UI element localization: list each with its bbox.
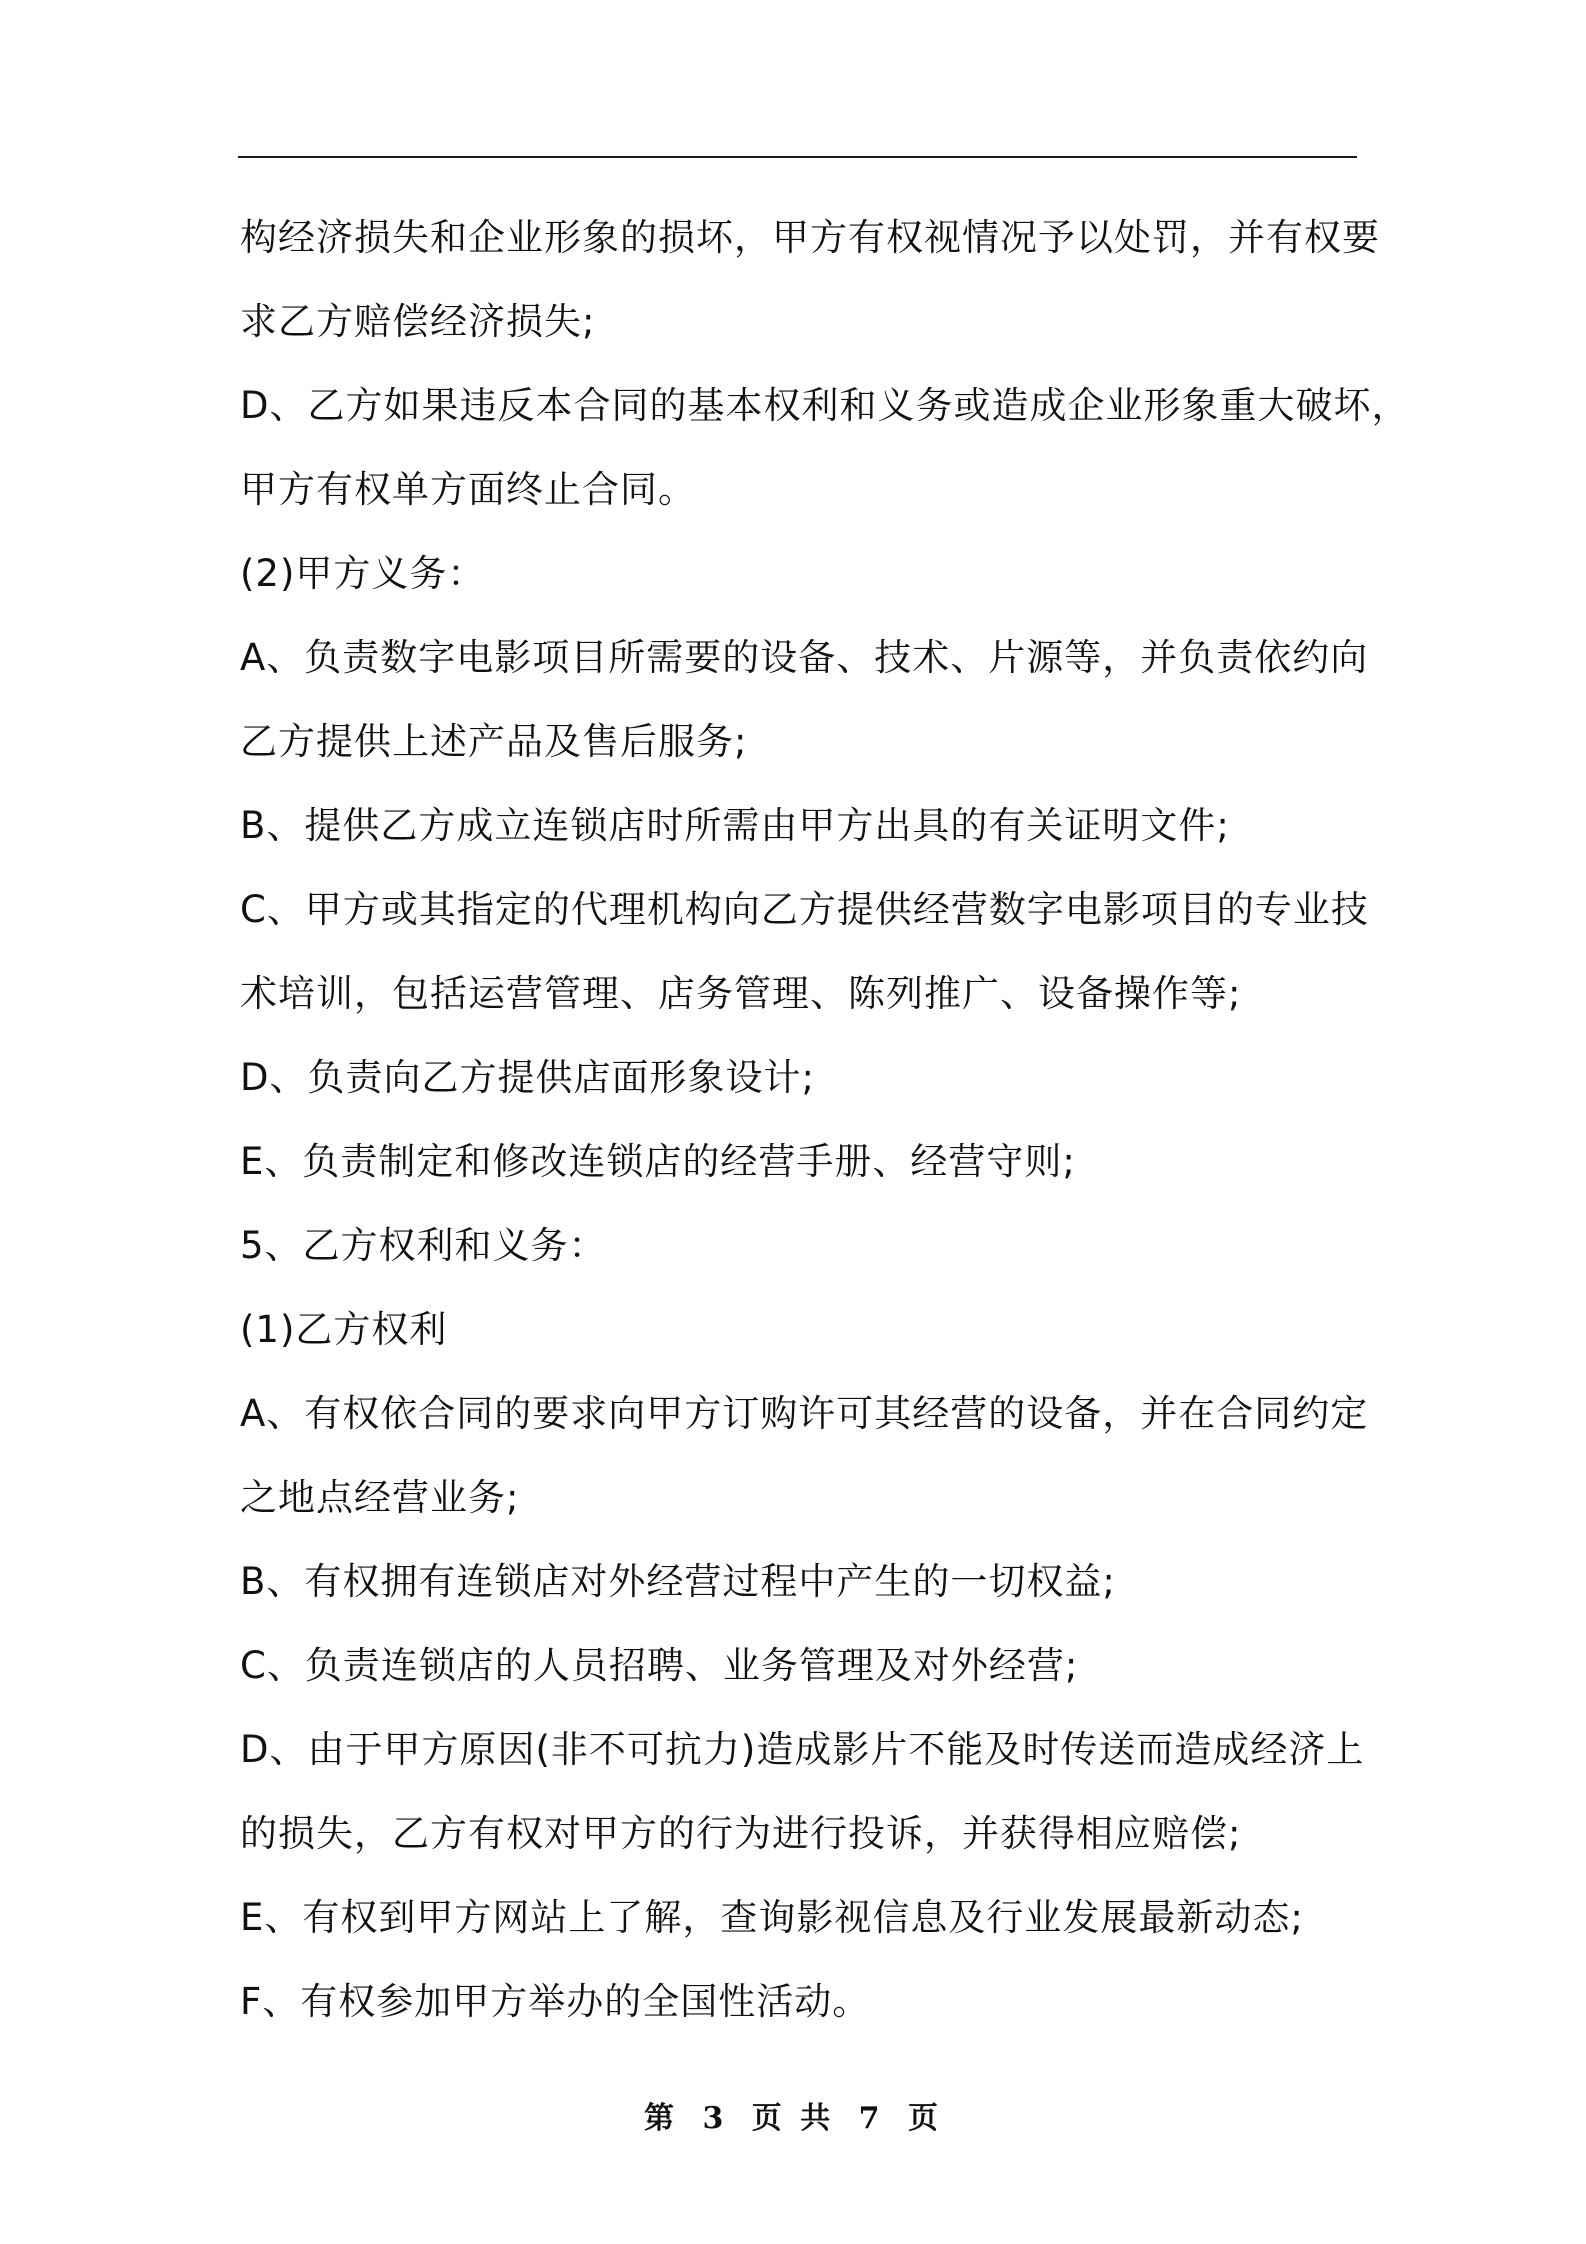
text-line: 之地点经营业务; bbox=[240, 1476, 520, 1519]
text-line: C、甲方或其指定的代理机构向乙方提供经营数字电影项目的专业技 bbox=[240, 888, 1369, 931]
contract-body bbox=[240, 196, 1410, 2044]
text-line: 的损失，乙方有权对甲方的行为进行投诉，并获得相应赔偿; bbox=[240, 1812, 1242, 1855]
text-line: 乙方提供上述产品及售后服务; bbox=[240, 720, 748, 763]
text-line: A、有权依合同的要求向甲方订购许可其经营的设备，并在合同约定 bbox=[240, 1392, 1369, 1435]
page-number-footer bbox=[0, 2093, 1586, 2137]
text-line: F、有权参加甲方举办的全国性活动。 bbox=[240, 1980, 871, 2023]
section-heading: 5、乙方权利和义务： bbox=[240, 1224, 607, 1267]
section-heading: (1)乙方权利 bbox=[240, 1308, 448, 1351]
total-pages-number: 7 bbox=[858, 2101, 884, 2136]
footer-suffix: 页 bbox=[908, 2101, 942, 2136]
footer-prefix: 第 bbox=[643, 2101, 678, 2136]
text-line: C、负责连锁店的人员招聘、业务管理及对外经营; bbox=[240, 1644, 1079, 1687]
header-divider bbox=[238, 156, 1357, 158]
text-line: D、由于甲方原因(非不可抗力)造成影片不能及时传送而造成经济上 bbox=[240, 1728, 1365, 1771]
text-line: A、负责数字电影项目所需要的设备、技术、片源等，并负责依约向 bbox=[240, 636, 1369, 679]
text-line: B、提供乙方成立连锁店时所需由甲方出具的有关证明文件; bbox=[240, 804, 1230, 847]
text-line: 术培训，包括运营管理、店务管理、陈列推广、设备操作等; bbox=[240, 972, 1242, 1015]
current-page-number: 3 bbox=[702, 2101, 728, 2136]
text-line: B、有权拥有连锁店对外经营过程中产生的一切权益; bbox=[240, 1560, 1116, 1603]
text-line: 甲方有权单方面终止合同。 bbox=[240, 468, 696, 511]
footer-middle: 页 共 bbox=[751, 2101, 835, 2136]
text-line: E、有权到甲方网站上了解，查询影视信息及行业发展最新动态; bbox=[240, 1896, 1304, 1939]
text-line: 构经济损失和企业形象的损坏，甲方有权视情况予以处罚，并有权要 bbox=[240, 216, 1380, 259]
section-heading: (2)甲方义务： bbox=[240, 552, 486, 595]
text-line: D、负责向乙方提供店面形象设计; bbox=[240, 1056, 815, 1099]
text-line: D、乙方如果违反本合同的基本权利和义务或造成企业形象重大破坏， bbox=[240, 384, 1410, 427]
text-line: E、负责制定和修改连锁店的经营手册、经营守则; bbox=[240, 1140, 1076, 1183]
text-line: 求乙方赔偿经济损失; bbox=[240, 300, 596, 343]
